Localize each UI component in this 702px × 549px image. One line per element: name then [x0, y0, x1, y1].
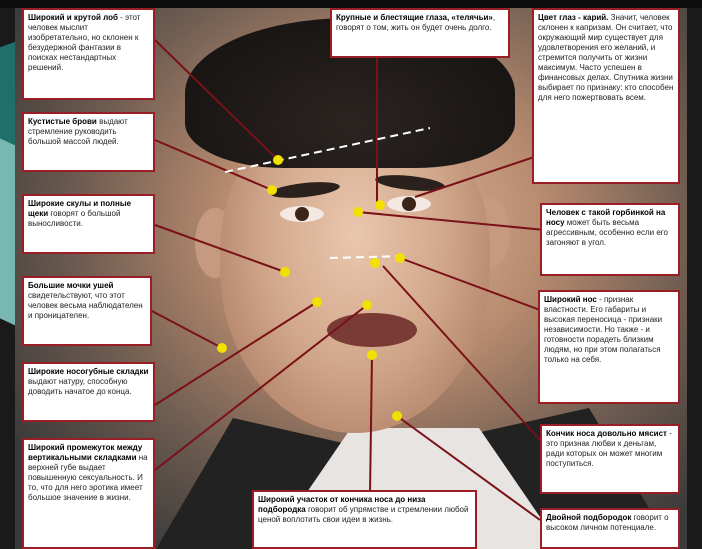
note-double-chin — [540, 508, 680, 549]
note-nose-hump-title: Человек с такой горбинкой на носу — [546, 208, 666, 227]
note-earlobes — [22, 276, 152, 346]
note-nose-hump-body: может быть весьма агрессивным, особенно если его загоняют в угол. — [546, 218, 668, 247]
note-forehead — [22, 8, 155, 100]
note-wide-nose — [538, 290, 680, 404]
note-brows-title: Кустистые брови — [28, 117, 97, 126]
note-chin-area — [252, 490, 477, 549]
note-eye-color — [532, 8, 680, 184]
note-cheeks — [22, 194, 155, 254]
note-philtrum-body: на верхней губе выдает повышенную сексуальность. И то, что для него эротика имеет большое значение в жизни. — [28, 453, 148, 502]
note-chin-area-body: говорит об упрямстве и стремлении любой ценой воплотить свои идеи в жизнь. — [258, 505, 469, 524]
note-wide-nose-title: Широкий нос — [544, 295, 597, 304]
note-earlobes-body: свидетельствуют, что этот человек весьма наблюдателен и проницателен. — [28, 291, 143, 320]
note-forehead-title: Широкий и крутой лоб — [28, 13, 118, 22]
note-nose-tip-body: - это признак любви к деньгам, ради которых он может многим поступиться. — [546, 429, 672, 468]
note-nose-tip-title: Кончик носа довольно мясист — [546, 429, 667, 438]
note-wide-nose-body: - признак властности. Его габариты и высокая переносица - признаки независимости. Но также - и готовности порадеть близким людям, но при этом полагаться только на себя. — [544, 295, 663, 364]
note-forehead-body: - этот человек мыслит изобретательно, но склонен к безудержной фантазии в поисках нестандартных решений. — [28, 13, 141, 72]
note-eye-color-title: Цвет глаз - карий. — [538, 13, 609, 22]
note-eyes-shiny-body: , говорят о том, жить он будет очень долго. — [336, 13, 496, 32]
note-nasolabial-title: Широкие носогубные складки — [28, 367, 149, 376]
note-double-chin-body: говорит о высоком личном потенциале. — [546, 513, 669, 532]
note-nose-hump — [540, 203, 680, 276]
note-cheeks-body: говорят о большой выносливости. — [28, 209, 121, 228]
note-eyes-shiny — [330, 8, 510, 58]
note-brows-body: выдают стремление руководить большой массой людей. — [28, 117, 128, 146]
note-brows — [22, 112, 155, 172]
note-cheeks-title: Широкие скулы и полные щеки — [28, 199, 132, 218]
note-eyes-shiny-title: Крупные и блестящие глаза, «телячьи» — [336, 13, 493, 22]
note-earlobes-title: Большие мочки ушей — [28, 281, 114, 290]
note-nasolabial-body: выдают натуру, способную доводить начатое до конца. — [28, 377, 132, 396]
note-nasolabial — [22, 362, 155, 422]
note-chin-area-title: Широкий участок от кончика носа до низа подбородка — [258, 495, 426, 514]
note-nose-tip — [540, 424, 680, 494]
note-philtrum-title: Широкий промежуток между вертикальными складками — [28, 443, 143, 462]
note-philtrum — [22, 438, 155, 549]
note-eye-color-body: Значит, человек склонен к капризам. Он считает, что окружающий мир существует для удовлетворения его желаний, и стремится получить от жизни максимум. Часто успешен в финансовых делах. Спутника жизни выбирает по признаку: кто способен для него пожертвовать всем. — [538, 13, 674, 102]
note-double-chin-title: Двойной подбородок — [546, 513, 632, 522]
